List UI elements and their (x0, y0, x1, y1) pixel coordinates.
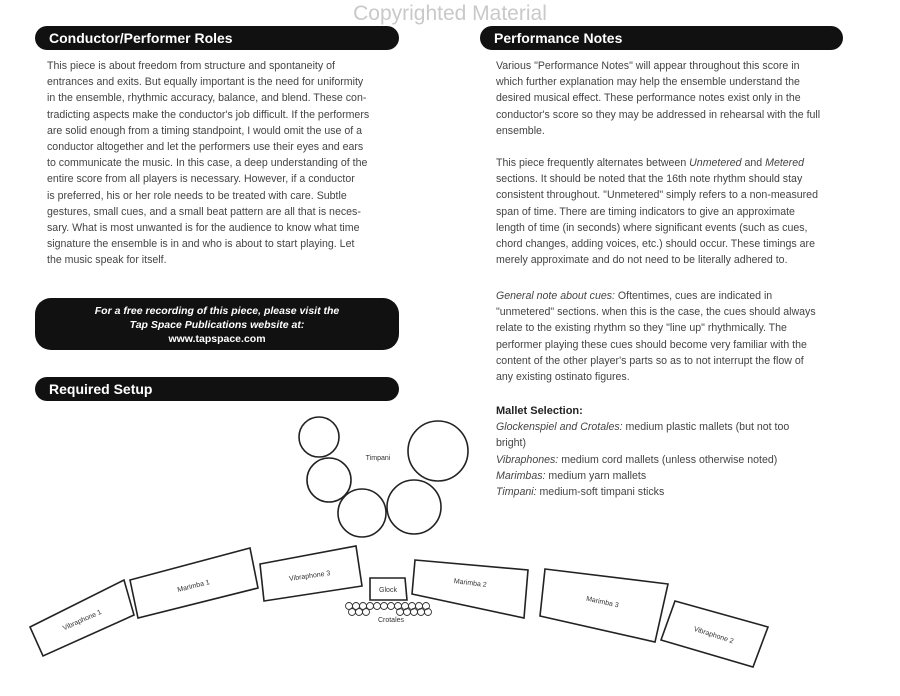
text-line: are solid enough from a timing standpoint, I would omit the use of a (47, 124, 363, 137)
text-line: ensemble. (496, 124, 545, 137)
mallet-line: Marimbas: medium yarn mallets (496, 469, 647, 482)
text-line: entire score from all players is necessary. However, if a conductor (47, 173, 355, 186)
text-line: relate to the existing rhythm so they "line up" rhythmically. The (496, 322, 787, 335)
timpani-drum (408, 421, 468, 481)
text-line: length of time (in seconds) where significant events (such as cues, (496, 221, 808, 234)
text-line: This piece frequently alternates between Unmetered and Metered (496, 157, 804, 169)
timpani-drum (387, 480, 441, 534)
timpani-label: Timpani (365, 455, 391, 462)
text-line: span of time. There are timing indicators to give an approximate (496, 205, 795, 218)
text-line: gestures, small cues, and a small beat pattern are all that is neces- (47, 205, 361, 218)
vibraphone-2-label: Vibraphone 2 (692, 625, 735, 646)
text-line: the music speak for itself. (47, 254, 167, 267)
section-header-performance-notes (480, 26, 843, 50)
performance-notes-paragraph-3 (496, 288, 846, 385)
mallet-line: Glockenspiel and Crotales: medium plastic mallets (but not too (496, 421, 790, 434)
text-line: merely approximate and do not need to be literally adhered to. (496, 254, 788, 267)
mallet-line: Vibraphones: medium cord mallets (unless otherwise noted) (496, 453, 778, 466)
text-line: sections. It should be noted that the 16th note rhythm should stay (496, 173, 803, 186)
timpani-drum (299, 417, 339, 457)
text-line: in the ensemble, rhythmic accuracy, balance, and blend. These con- (47, 92, 367, 105)
promo-line: Tap Space Publications website at: (129, 319, 305, 331)
text-line: which further explanation may help the ensemble understand the (496, 76, 800, 89)
watermark: Copyrighted Material (353, 2, 547, 25)
marimba-1-label: Marimba 1 (176, 579, 211, 594)
text-line: conductor's score so they may be addressed in rehearsal with the full (496, 108, 821, 121)
text-line: desired musical effect. These performance notes exist only in the (496, 92, 801, 105)
marimba-2-outline (412, 560, 528, 618)
text-line: Various "Performance Notes" will appear throughout this score in (496, 60, 800, 72)
vibraphone-3-label: Vibraphone 3 (288, 570, 331, 583)
text-line: any existing ostinato figures. (496, 371, 630, 384)
mallet-line: bright) (496, 437, 527, 450)
performance-notes-paragraph-2 (496, 155, 846, 268)
timpani-drum (338, 489, 386, 537)
mallet-selection (496, 403, 846, 500)
text-line: conductor altogether and let the performers use their eyes and ears (47, 141, 364, 154)
section-title: Conductor/Performer Roles (49, 30, 233, 46)
text-line: General note about cues: Oftentimes, cues are indicated in (496, 290, 773, 302)
text-line: performer playing these cues should become very familiar with the (496, 338, 807, 351)
vibraphone-1-label: Vibraphone 1 (61, 608, 103, 633)
mallet-line: Timpani: medium-soft timpani sticks (496, 486, 665, 499)
crotales-set (346, 603, 432, 616)
performance-notes-paragraph-1 (496, 58, 846, 139)
section-title: Performance Notes (494, 30, 623, 46)
text-line: consistent throughout. "Unmetered" simply refers to a non-measured (496, 189, 818, 202)
timpani-drum (307, 458, 351, 502)
text-line: tradicting aspects make the conductor's job difficult. If the performers (47, 108, 370, 121)
text-line: This piece is about freedom from structure and spontaneity of (47, 60, 335, 72)
text-line: "unmetered" sections. when this is the case, the cues should always (496, 306, 816, 319)
promo-url-link[interactable]: www.tapspace.com (168, 333, 266, 345)
mallet-selection-heading: Mallet Selection: (496, 405, 583, 417)
glock-label: Glock (379, 587, 397, 594)
text-line: signature the ensemble is in and who is about to start playing. Let (47, 238, 355, 251)
text-line: content of the other player's parts so as to not interrupt the flow of (496, 354, 804, 367)
text-line: chord changes, adding voices, etc.) should occur. These timings are (496, 238, 815, 251)
promo-line: For a free recording of this piece, please visit the (94, 305, 340, 317)
text-line: sary. What is most unwanted is for the audience to know what time (47, 222, 360, 235)
marimba-2-label: Marimba 2 (453, 578, 488, 590)
marimba-3-label: Marimba 3 (585, 595, 620, 610)
text-line: entrances and exits. But equally important is the need for uniformity (47, 76, 364, 89)
section-title: Required Setup (49, 381, 153, 397)
text-line: is preferred, his or her role needs to be treated with care. Subtle (47, 189, 347, 202)
crotales-label: Crotales (377, 617, 405, 624)
text-line: to communicate the music. In this case, a deep understanding of the (47, 157, 368, 170)
